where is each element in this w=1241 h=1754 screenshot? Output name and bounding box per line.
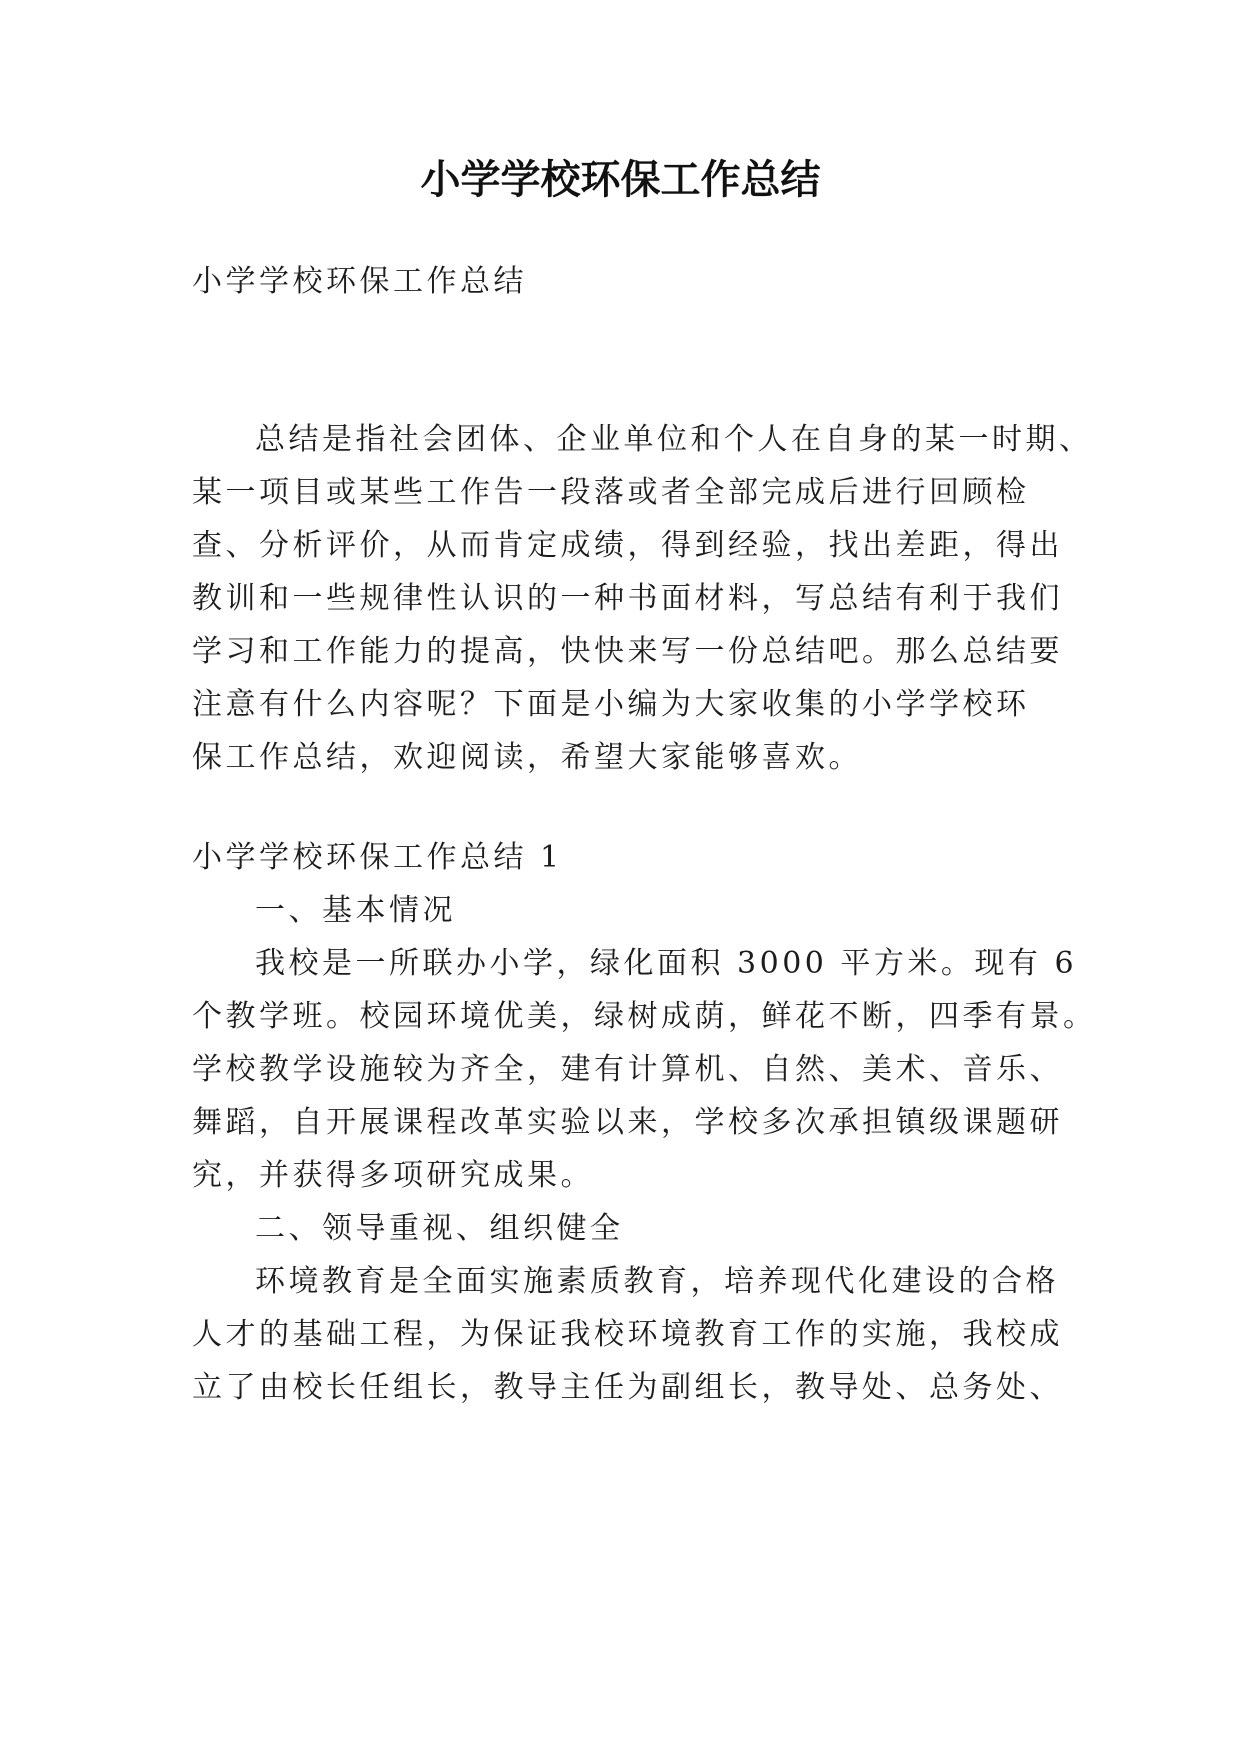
document-subtitle: 小学学校环保工作总结 [192, 264, 527, 299]
section-heading: 小学学校环保工作总结 1 [192, 840, 563, 875]
paragraph-line: 我校是一所联办小学，绿化面积 3000 平方米。现有 6 [255, 946, 1078, 981]
intro-line: 某一项目或某些工作告一段落或者全部完成后进行回顾检 [192, 475, 1030, 510]
intro-line: 查、分析评价，从而肯定成绩，得到经验，找出差距，得出 [192, 528, 1063, 563]
intro-line: 学习和工作能力的提高，快快来写一份总结吧。那么总结要 [192, 634, 1063, 669]
intro-line: 总结是指社会团体、企业单位和个人在自身的某一时期、 [255, 422, 1093, 457]
paragraph-line: 人才的基础工程，为保证我校环境教育工作的实施，我校成 [192, 1317, 1063, 1352]
part-heading: 一、基本情况 [255, 893, 456, 928]
paragraph-line: 学校教学设施较为齐全，建有计算机、自然、美术、音乐、 [192, 1052, 1063, 1087]
document-title: 小学学校环保工作总结 [420, 157, 821, 203]
paragraph-line: 舞蹈，自开展课程改革实验以来，学校多次承担镇级课题研 [192, 1105, 1063, 1140]
intro-line: 保工作总结，欢迎阅读，希望大家能够喜欢。 [192, 740, 862, 775]
part-heading: 二、领导重视、组织健全 [255, 1211, 624, 1246]
paragraph-line: 个教学班。校园环境优美，绿树成荫，鲜花不断，四季有景。 [192, 999, 1097, 1034]
intro-line: 教训和一些规律性认识的一种书面材料，写总结有利于我们 [192, 581, 1063, 616]
paragraph-line: 究，并获得多项研究成果。 [192, 1158, 594, 1193]
intro-line: 注意有什么内容呢？下面是小编为大家收集的小学学校环 [192, 687, 1030, 722]
paragraph-line: 环境教育是全面实施素质教育，培养现代化建设的合格 [255, 1264, 1059, 1299]
paragraph-line: 立了由校长任组长，教导主任为副组长，教导处、总务处、 [192, 1370, 1063, 1405]
